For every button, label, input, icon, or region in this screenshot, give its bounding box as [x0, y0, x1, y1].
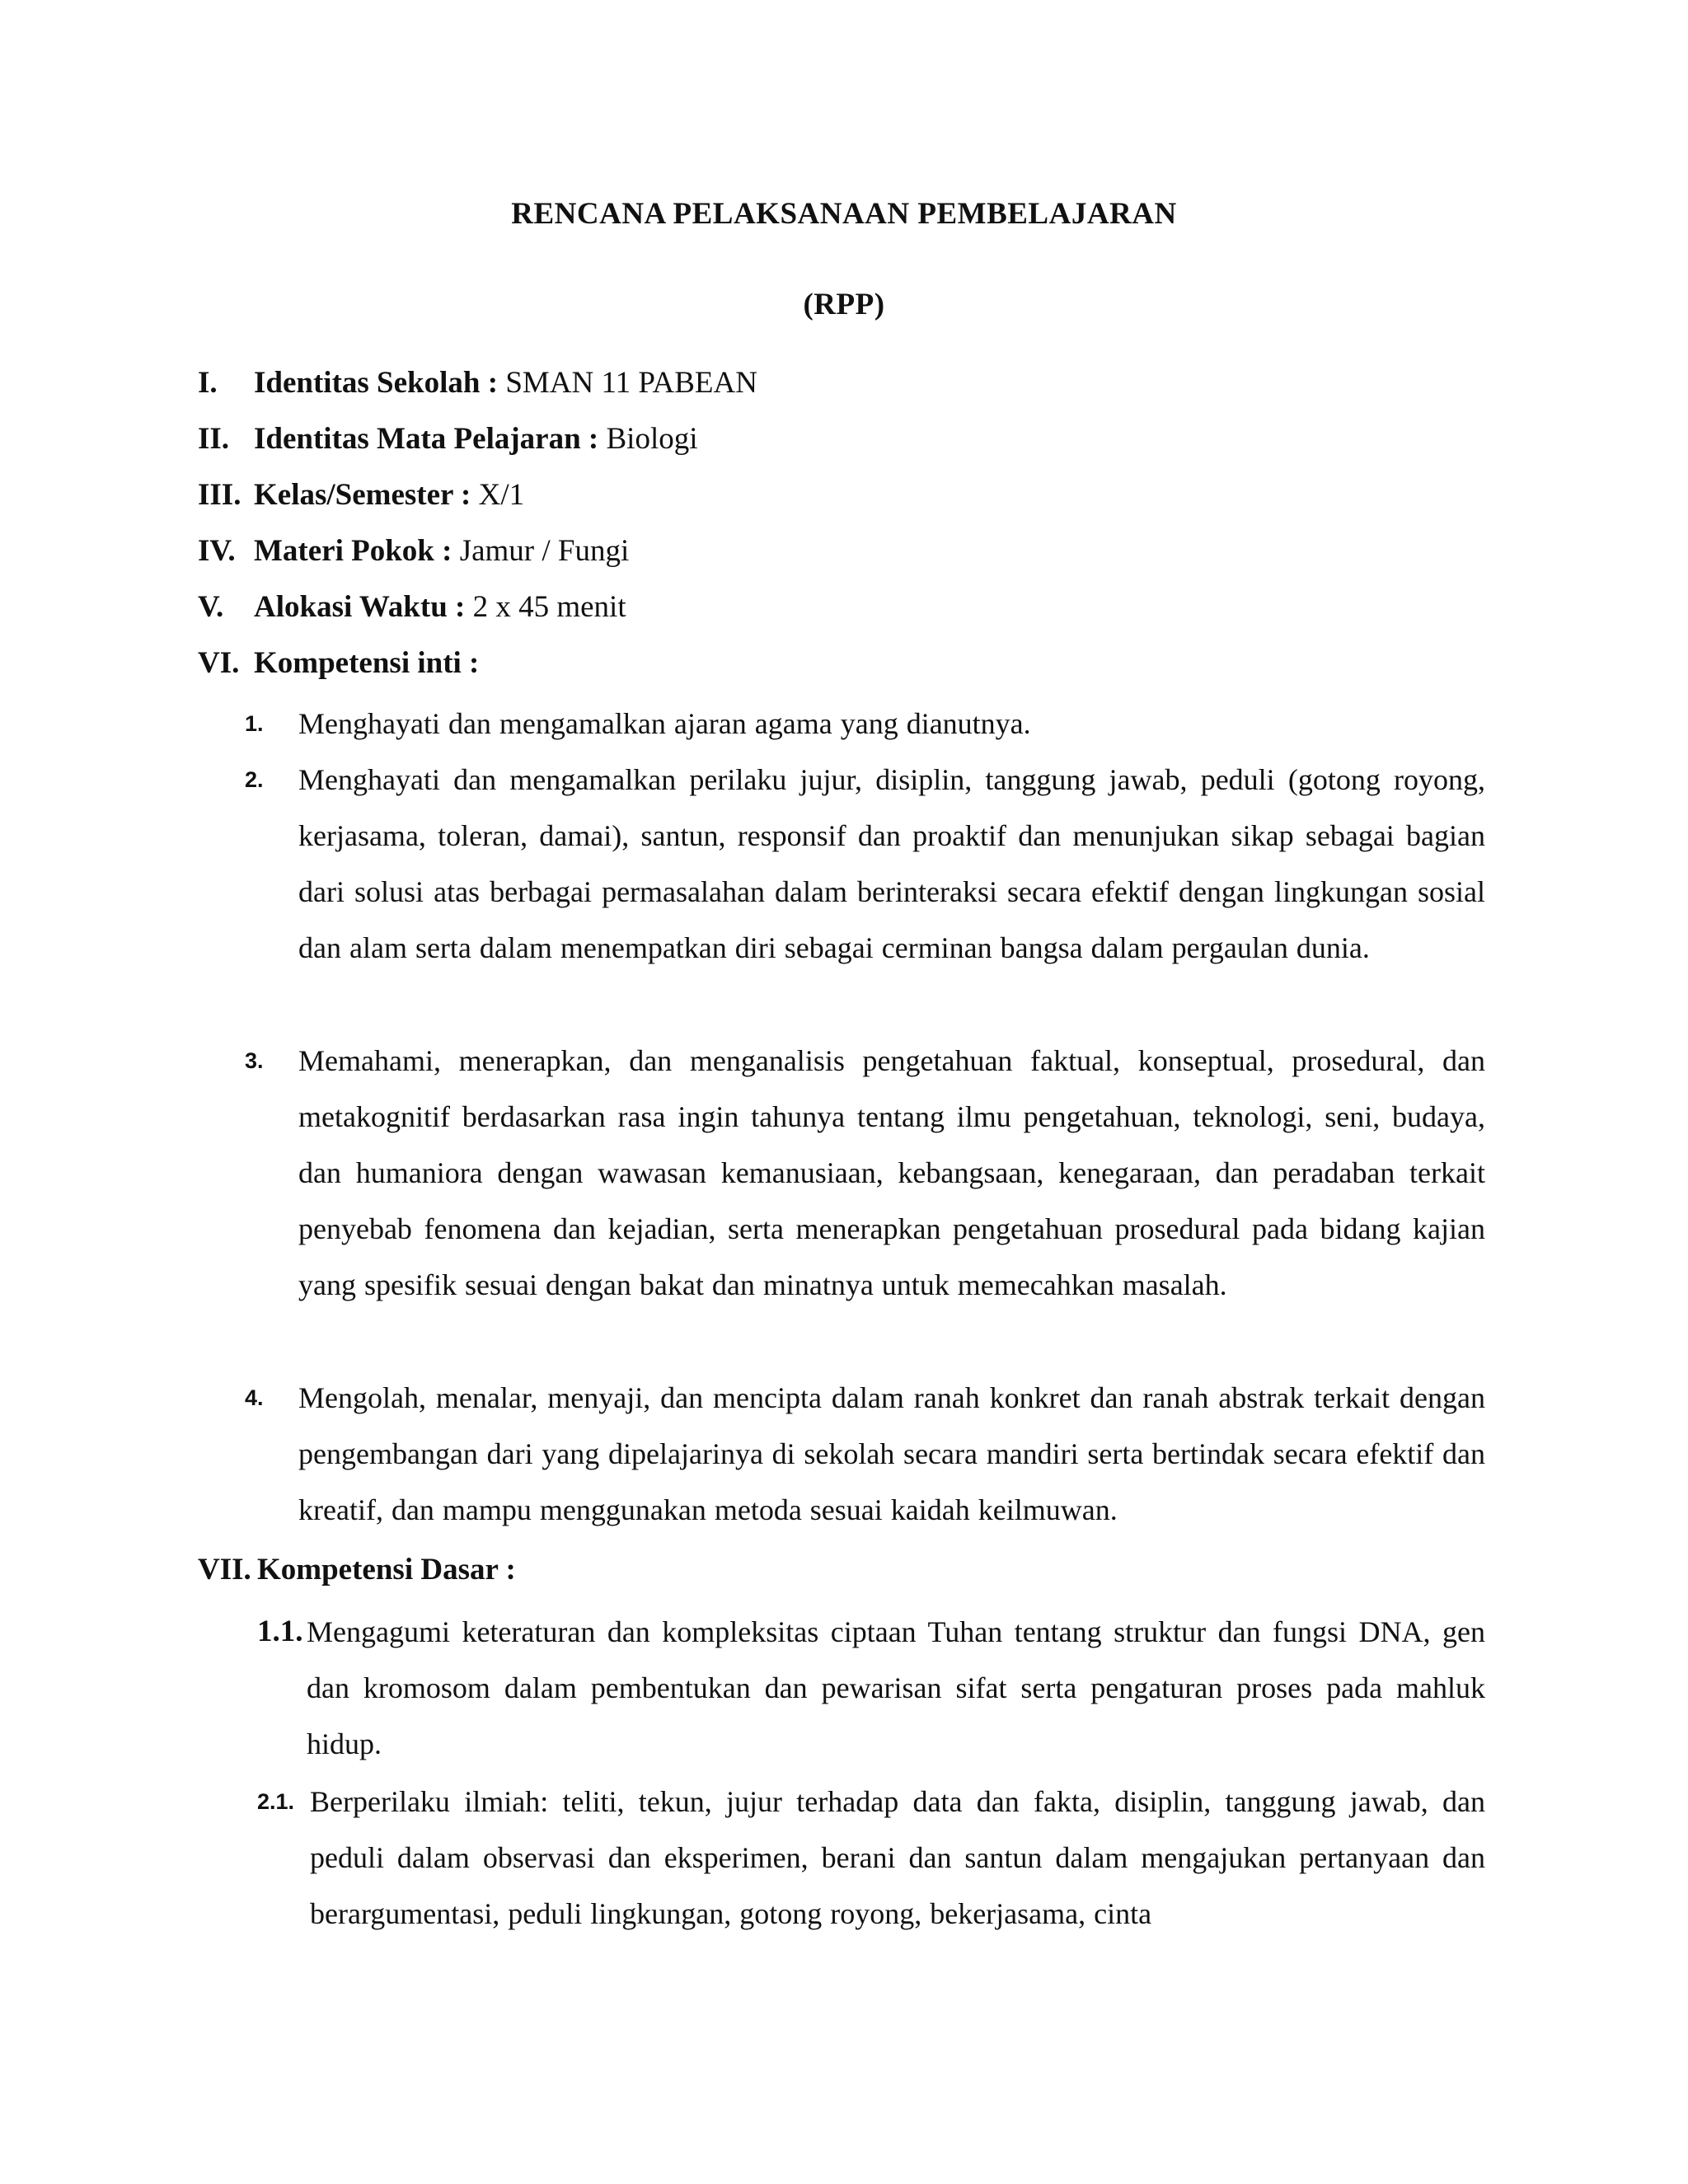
section-value: Jamur / Fungi	[452, 534, 630, 568]
section-label: Identitas Sekolah : SMAN 11 PABEAN	[254, 366, 757, 400]
list-item-text: Berperilaku ilmiah: teliti, tekun, jujur terhadap data dan fakta, disiplin, tanggung jawab, dan peduli dalam observasi dan eksperimen, berani dan santun dalam mengajukan pertanyaan dan berargumentasi, peduli lingkungan, gotong royong, bekerjasama, cinta	[310, 1785, 1485, 1930]
section-label: Kompetensi inti :	[254, 646, 480, 680]
list-item-number: 4.	[245, 1385, 264, 1410]
list-item-text: Menghayati dan mengamalkan perilaku jujur, disiplin, tanggung jawab, peduli (gotong royong, kerjasama, toleran, damai), santun, responsif dan proaktif dan menunjukan sikap sebagai bagian dari solusi atas berbagai permasalahan dalam berinteraksi secara efektif dengan lingkungan sosial dan alam serta dalam menempatkan diri sebagai cerminan bangsa dalam pergaulan dunia.	[298, 763, 1485, 964]
section-number: IV.	[198, 534, 236, 568]
section-label: Kelas/Semester : X/1	[254, 478, 525, 512]
section-label: Kompetensi Dasar :	[257, 1553, 516, 1586]
section-value: 2 x 45 menit	[465, 590, 626, 624]
section-number: II.	[198, 422, 230, 456]
section-label: Materi Pokok : Jamur / Fungi	[254, 534, 630, 568]
list-item-text: Mengolah, menalar, menyaji, dan mencipta dalam ranah konkret dan ranah abstrak terkait dengan pengembangan dari yang dipelajarinya di sekolah secara mandiri serta bertindak secara efektif dan kreatif, dan mampu menggunakan metoda sesuai kaidah keilmuwan.	[298, 1381, 1485, 1526]
section-label: Alokasi Waktu : 2 x 45 menit	[254, 590, 626, 624]
list-item-number: 1.1.	[257, 1615, 303, 1648]
section-value: X/1	[471, 478, 525, 512]
list-item-number: 2.	[245, 767, 264, 792]
section-number: III.	[198, 478, 241, 512]
document-title: RENCANA PELAKSANAAN PEMBELAJARAN	[511, 197, 1177, 231]
list-item-number: 3.	[245, 1048, 264, 1073]
section-number: VI.	[198, 646, 240, 680]
section-number: VII.	[198, 1553, 251, 1586]
section-value: SMAN 11 PABEAN	[498, 366, 757, 400]
list-item-text: Mengagumi keteraturan dan kompleksitas ciptaan Tuhan tentang struktur dan fungsi DNA, gen dan kromosom dalam pembentukan dan pewarisan sifat serta pengaturan proses pada mahluk hidup.	[307, 1615, 1485, 1760]
list-item-text: Menghayati dan mengamalkan ajaran agama yang dianutnya.	[298, 707, 1031, 740]
list-item-text: Memahami, menerapkan, dan menganalisis pengetahuan faktual, konseptual, prosedural, dan metakognitif berdasarkan rasa ingin tahunya tentang ilmu pengetahuan, teknologi, seni, budaya, dan humaniora dengan wawasan kemanusiaan, kebangsaan, kenegaraan, dan peradaban terkait penyebab fenomena dan kejadian, serta menerapkan pengetahuan prosedural pada bidang kajian yang spesifik sesuai dengan bakat dan minatnya untuk memecahkan masalah.	[298, 1044, 1485, 1301]
list-item-number: 2.1.	[257, 1789, 295, 1814]
section-label: Identitas Mata Pelajaran : Biologi	[254, 422, 698, 456]
list-item-number: 1.	[245, 711, 264, 736]
document-subtitle: (RPP)	[803, 288, 885, 321]
section-number: V.	[198, 590, 224, 624]
section-value: Biologi	[598, 422, 698, 456]
section-number: I.	[198, 366, 218, 400]
